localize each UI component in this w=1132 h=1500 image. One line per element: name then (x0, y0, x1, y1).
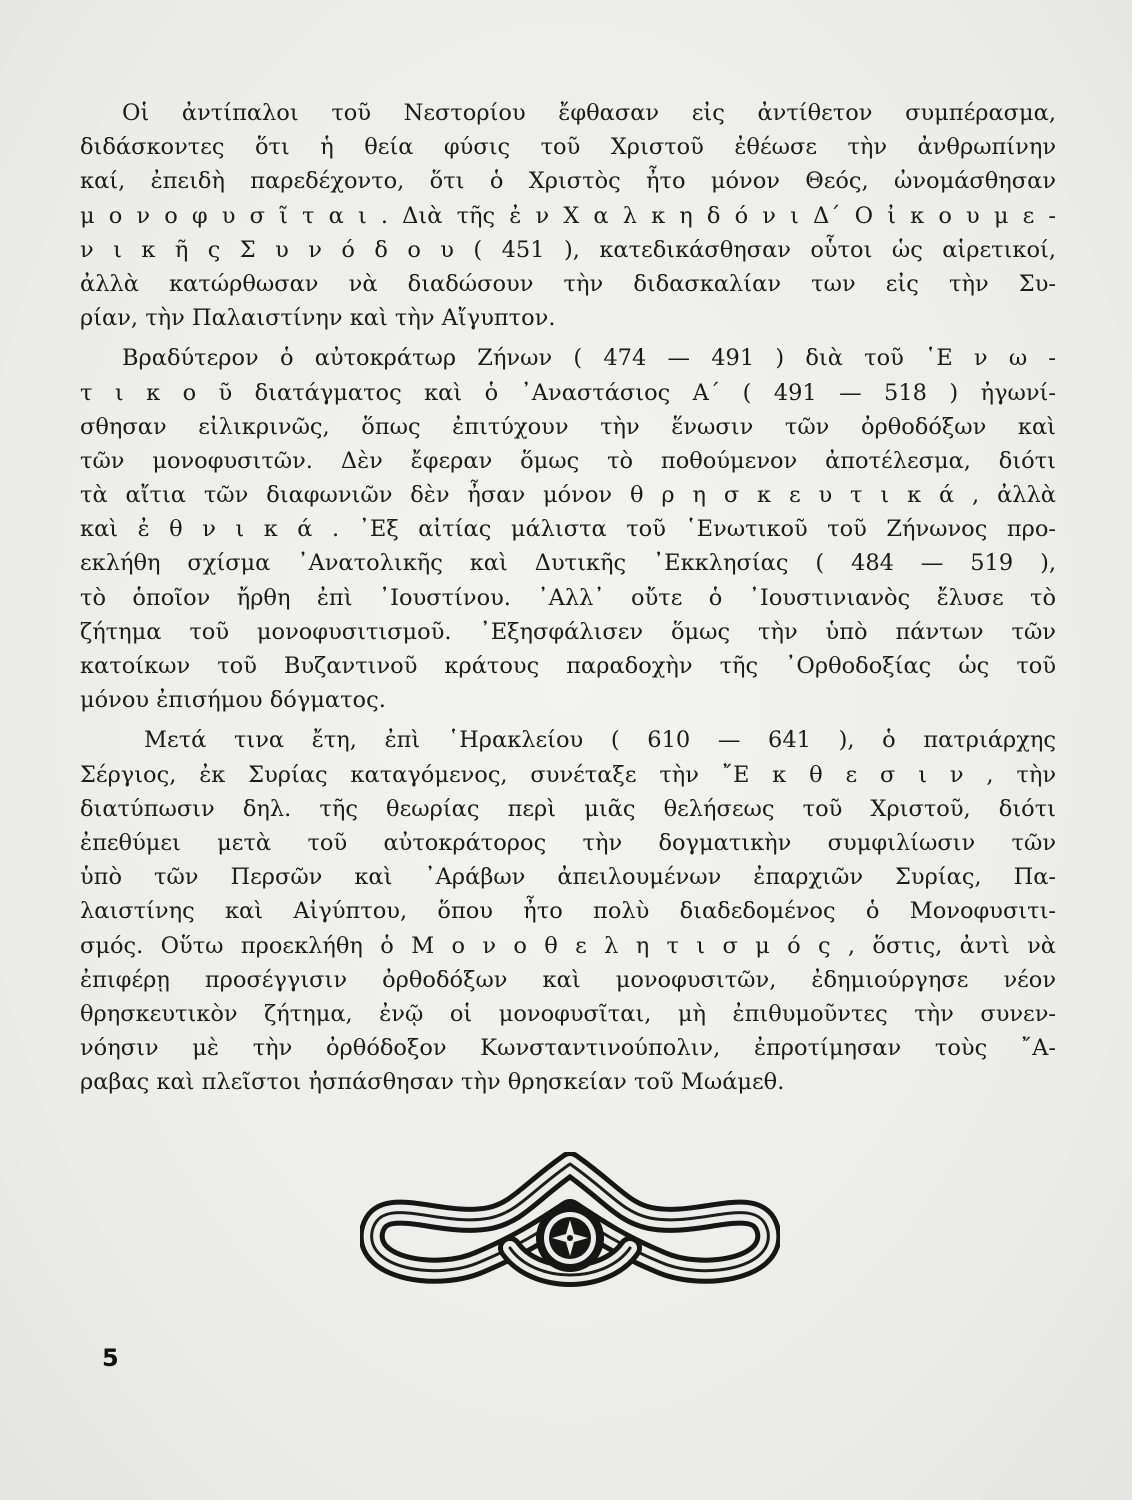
text-line: σμός. Οὕτω προεκλήθη ὁ Μ ο ν ο θ ε λ η τ ι σ μ ό ς , ὅστις, ἀντὶ νὰ (80, 932, 1056, 959)
text-line: ἀλλὰ κατώρθωσαν νὰ διαδώσουν τὴν διδασκαλίαν των εἰς τὴν Συ- (80, 270, 1056, 297)
text-line: καὶ ἐ θ ν ι κ ά . ᾿Εξ αἰτίας μάλιστα τοῦ ῾Ενωτικοῦ τοῦ Ζήνωνος προ- (80, 516, 1056, 543)
paragraph-3 (80, 723, 1056, 1099)
text-line: καί, ἐπειδὴ παρεδέχοντο, ὅτι ὁ Χριστὸς ἦτο μόνον Θεός, ὠνομάσθησαν (80, 168, 1056, 195)
text-line: Μετά τινα ἔτη, ἐπὶ ῾Ηρακλείου ( 610 — 641 ), ὁ πατριάρχης (144, 727, 1056, 754)
text-line: εκλήθη σχίσμα ᾿Ανατολικῆς καὶ Δυτικῆς ᾿Εκκλησίας ( 484 — 519 ), (80, 550, 1056, 577)
text-line: μ ο ν ο φ υ σ ῖ τ α ι . Διὰ τῆς ἐ ν Χ α λ κ η δ ό ν ι Δ΄ Ο ἰ κ ο υ μ ε - (80, 202, 1056, 229)
text-line: διδάσκοντες ὅτι ἡ θεία φύσις τοῦ Χριστοῦ ἐθέωσε τὴν ἀνθρωπίνην (80, 134, 1056, 161)
knot-ornament-icon (360, 1152, 780, 1302)
body-text (80, 96, 1056, 1099)
text-line: τὰ αἴτια τῶν διαφωνιῶν δὲν ἦσαν μόνον θ ρ η σ κ ε υ τ ι κ ά , ἀλλὰ (80, 482, 1056, 509)
paragraph-2 (80, 341, 1056, 717)
text-line: ὑπὸ τῶν Περσῶν καὶ ᾿Αράβων ἀπειλουμένων ἐπαρχιῶν Συρίας, Πα- (80, 864, 1056, 891)
text-line: Σέργιος, ἐκ Συρίας καταγόμενος, συνέταξε τὴν ῎Ε κ θ ε σ ι ν , τὴν (80, 761, 1056, 788)
text-line: ἐπιφέρῃ προσέγγισιν ὀρθοδόξων καὶ μονοφυσιτῶν, ἐδημιούργησε νέον (80, 966, 1056, 993)
text-line: ραβας καὶ πλεῖστοι ἠσπάσθησαν τὴν θρησκείαν τοῦ Μωάμεθ. (80, 1069, 785, 1096)
text-line: Βραδύτερον ὁ αὐτοκράτωρ Ζήνων ( 474 — 491 ) διὰ τοῦ ῾Ε ν ω - (122, 345, 1056, 372)
text-line: ν ι κ ῆ ς Σ υ ν ό δ ο υ ( 451 ), κατεδικάσθησαν οὗτοι ὡς αἱρετικοί, (80, 236, 1056, 263)
text-line: λαιστίνης καὶ Αἰγύπτου, ὅπου ἦτο πολὺ διαδεδομένος ὁ Μονοφυσιτι- (80, 898, 1056, 925)
text-line: ἐπεθύμει μετὰ τοῦ αὐτοκράτορος τὴν δογματικὴν συμφιλίωσιν τῶν (80, 829, 1056, 856)
paragraph-1 (80, 96, 1056, 335)
text-line: τ ι κ ο ῦ διατάγματος καὶ ὁ ᾿Αναστάσιος Α΄ ( 491 — 518 ) ἠγωνί- (80, 379, 1056, 406)
page-number: 5 (102, 1344, 119, 1372)
text-line: ρίαν, τὴν Παλαιστίνην καὶ τὴν Αἴγυπτον. (80, 305, 556, 332)
text-line: μόνου ἐπισήμου δόγματος. (80, 687, 386, 714)
text-line: θρησκευτικὸν ζήτημα, ἐνῷ οἱ μονοφυσῖται, μὴ ἐπιθυμοῦντες τὴν συνεν- (80, 1000, 1056, 1027)
text-line: τῶν μονοφυσιτῶν. Δὲν ἔφεραν ὅμως τὸ ποθούμενον ἀποτέλεσμα, διότι (80, 447, 1056, 474)
text-line: τὸ ὁποῖον ἤρθη ἐπὶ ᾿Ιουστίνου. ᾿Αλλ᾿ οὔτε ὁ ᾿Ιουστινιανὸς ἔλυσε τὸ (80, 584, 1056, 611)
text-line: ζήτημα τοῦ μονοφυσιτισμοῦ. ᾿Εξησφάλισεν ὅμως τὴν ὑπὸ πάντων τῶν (80, 618, 1056, 645)
text-line: Οἱ ἀντίπαλοι τοῦ Νεστορίου ἔφθασαν εἰς ἀντίθετον συμπέρασμα, (122, 100, 1056, 126)
text-line: σθησαν εἰλικρινῶς, ὅπως ἐπιτύχουν τὴν ἕνωσιν τῶν ὀρθοδόξων καὶ (80, 413, 1056, 440)
text-line: νόησιν μὲ τὴν ὀρθόδοξον Κωνσταντινούπολιν, ἐπροτίμησαν τοὺς ῎Α- (80, 1035, 1056, 1062)
text-line: διατύπωσιν δηλ. τῆς θεωρίας περὶ μιᾶς θελήσεως τοῦ Χριστοῦ, διότι (80, 795, 1056, 822)
text-line: κατοίκων τοῦ Βυζαντινοῦ κράτους παραδοχὴν τῆς ᾿Ορθοδοξίας ὡς τοῦ (80, 653, 1056, 679)
